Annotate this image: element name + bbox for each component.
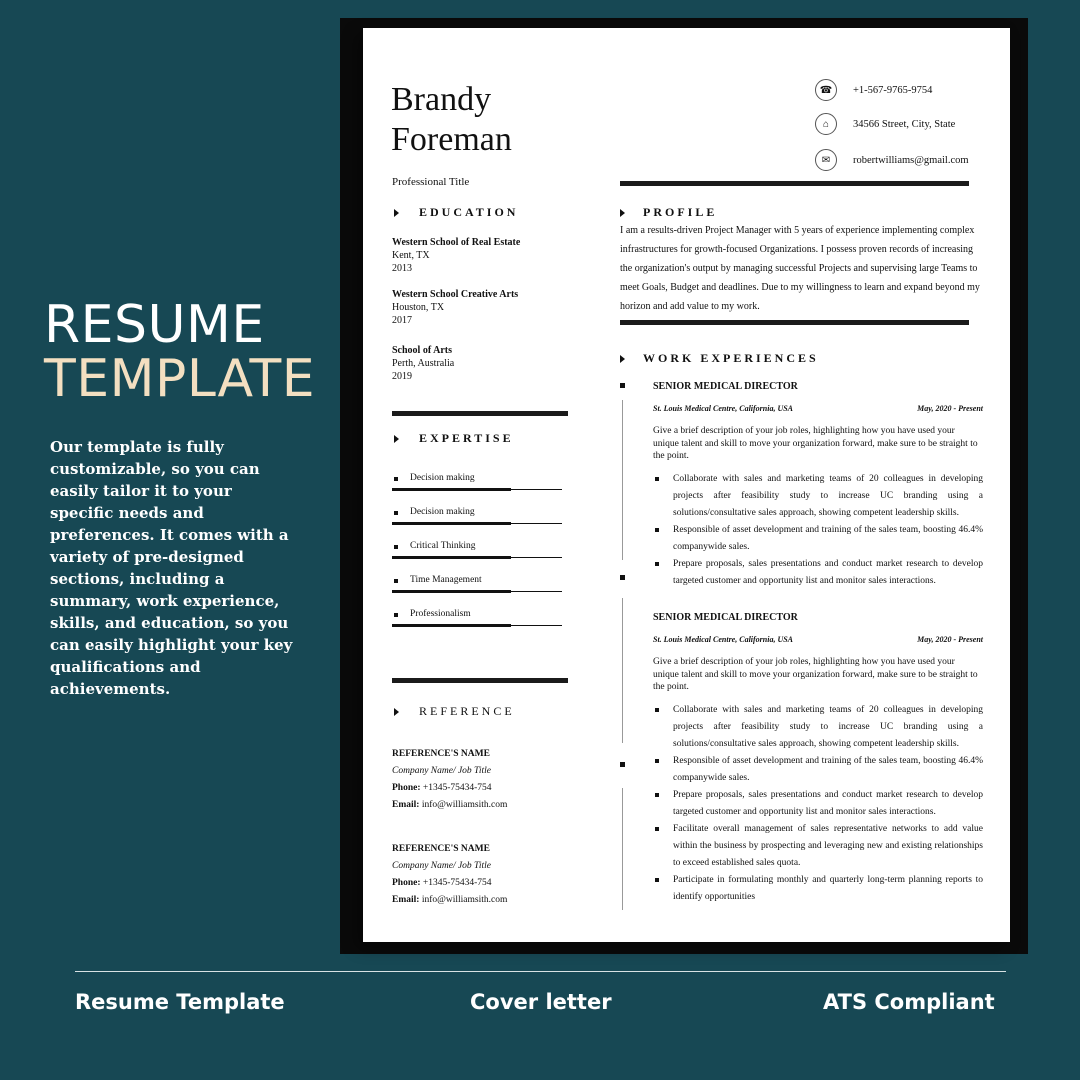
timeline-dot xyxy=(620,575,625,580)
job-bullet: Facilitate overall management of sales representative networks to add value within the business by prospecting and leveraging new and existing relationships to exceed established sales quota. xyxy=(673,821,983,872)
reference-item: REFERENCE'S NAME Company Name/ Job Title Phone: +1345-75434-754 Email: info@williamsith.com xyxy=(392,749,508,810)
resume-name xyxy=(391,80,512,160)
bullet-triangle-icon xyxy=(394,435,399,443)
job-bullet: Prepare proposals, sales presentations and conduct market research to develop targeted customer and opportunity list and monitor sales interactions. xyxy=(673,787,983,821)
reference-heading: REFERENCE xyxy=(394,704,515,719)
phone-icon: ☎ xyxy=(815,79,837,101)
job-bullet: Collaborate with sales and marketing teams of 20 colleagues in developing projects after feasibility study to increase UC branding using a solutions/consultative sales approach, showing competent leadership skills. xyxy=(673,702,983,753)
job-description: Give a brief description of your job roles, highlighting how you have used your unique talent and skill to move your organization forward, make sure to be straight to the point. xyxy=(653,426,978,461)
mail-icon: ✉ xyxy=(815,149,837,171)
footer-resume-template: Resume Template xyxy=(75,990,285,1014)
footer-cover-letter: Cover letter xyxy=(470,990,612,1014)
section-divider xyxy=(392,411,568,416)
education-item: Western School Creative Arts Houston, TX 2017 xyxy=(392,289,519,326)
resume-paper xyxy=(363,28,1010,942)
work-heading: WORK EXPERIENCES xyxy=(620,351,819,366)
skill-item: Decision making xyxy=(392,473,562,490)
bullet-triangle-icon xyxy=(394,209,399,217)
bullet-triangle-icon xyxy=(620,209,625,217)
header-divider xyxy=(620,181,969,186)
footer-divider xyxy=(75,971,1006,972)
skill-level-bar xyxy=(392,590,511,593)
timeline-line xyxy=(622,788,623,910)
section-divider xyxy=(620,320,969,325)
promo-title xyxy=(44,295,316,409)
timeline-line xyxy=(622,400,623,560)
skill-item: Professionalism xyxy=(392,609,562,626)
job-bullet: Participate in formulating monthly and quarterly long-term planning reports to identify opportunities xyxy=(673,872,983,906)
job-dates: May, 2020 - Present xyxy=(917,404,983,413)
phone-text: +1-567-9765-9754 xyxy=(853,84,933,96)
last-name: Foreman xyxy=(391,121,512,158)
job-description: Give a brief description of your job roles, highlighting how you have used your unique talent and skill to move your organization forward, make sure to be straight to the point. xyxy=(653,657,978,692)
skill-level-bar xyxy=(392,522,511,525)
first-name: Brandy xyxy=(391,81,492,118)
education-item: School of Arts Perth, Australia 2019 xyxy=(392,345,455,382)
profile-text: I am a results-driven Project Manager with 5 years of experience implementing complex infrastructures for growth-focused Organizations. I possess proven records of increasing the organization's output by managing successful Projects and supervising large Teams to meet Goals, Budget and deadlines. Due to my willingness to learn and expand beyond my horizon and add value to my work. xyxy=(620,225,980,312)
job-bullet: Responsible of asset development and training of the sales team, boosting 46.4% companywide sales. xyxy=(673,753,983,787)
promo-description: Our template is fully customizable, so you can easily tailor it to your specific needs and preferences. It comes with a variety of pre-designed sections, including a summary, work experience, skills, and education, so you can easily highlight your key qualifications and achievements. xyxy=(50,438,293,698)
job-entry xyxy=(653,381,983,590)
education-item: Western School of Real Estate Kent, TX 2013 xyxy=(392,237,521,274)
skill-level-bar xyxy=(392,624,511,627)
job-entry xyxy=(653,612,983,906)
bullet-triangle-icon xyxy=(620,355,625,363)
timeline-dot xyxy=(620,762,625,767)
footer-ats-compliant: ATS Compliant xyxy=(823,990,995,1014)
expertise-heading: EXPERTISE xyxy=(394,431,514,446)
job-company: St. Louis Medical Centre, California, USA xyxy=(653,404,794,413)
promo-title-line1: RESUME xyxy=(44,295,265,355)
job-bullets xyxy=(653,471,983,590)
address-text: 34566 Street, City, State xyxy=(853,118,956,130)
job-company: St. Louis Medical Centre, California, USA xyxy=(653,635,794,644)
reference-item: REFERENCE'S NAME Company Name/ Job Title Phone: +1345-75434-754 Email: info@williamsith.com xyxy=(392,844,508,905)
bullet-triangle-icon xyxy=(394,708,399,716)
contact-address xyxy=(815,113,955,135)
job-bullet: Responsible of asset development and training of the sales team, boosting 46.4% companywide sales. xyxy=(673,522,983,556)
promo-title-line2: TEMPLATE xyxy=(44,349,316,409)
section-divider xyxy=(392,678,568,683)
contact-phone xyxy=(815,79,932,101)
timeline-dot xyxy=(620,383,625,388)
professional-title: Professional Title xyxy=(392,176,470,188)
skill-item: Time Management xyxy=(392,575,562,592)
job-bullets xyxy=(653,702,983,906)
contact-email xyxy=(815,149,969,171)
job-bullet: Prepare proposals, sales presentations and conduct market research to develop targeted customer and opportunity list and monitor sales interactions. xyxy=(673,556,983,590)
education-heading: EDUCATION xyxy=(394,205,518,220)
home-icon: ⌂ xyxy=(815,113,837,135)
job-dates: May, 2020 - Present xyxy=(917,635,983,644)
skill-level-bar xyxy=(392,556,511,559)
email-text: robertwilliams@gmail.com xyxy=(853,154,969,166)
profile-heading: PROFILE xyxy=(620,205,717,220)
timeline-line xyxy=(622,598,623,743)
job-title: SENIOR MEDICAL DIRECTOR xyxy=(653,381,798,392)
job-bullet: Collaborate with sales and marketing teams of 20 colleagues in developing projects after feasibility study to increase UC branding using a solutions/consultative sales approach, showing competent leadership skills. xyxy=(673,471,983,522)
job-title: SENIOR MEDICAL DIRECTOR xyxy=(653,612,798,623)
skill-level-bar xyxy=(392,488,511,491)
skill-item: Critical Thinking xyxy=(392,541,562,558)
skill-item: Decision making xyxy=(392,507,562,524)
